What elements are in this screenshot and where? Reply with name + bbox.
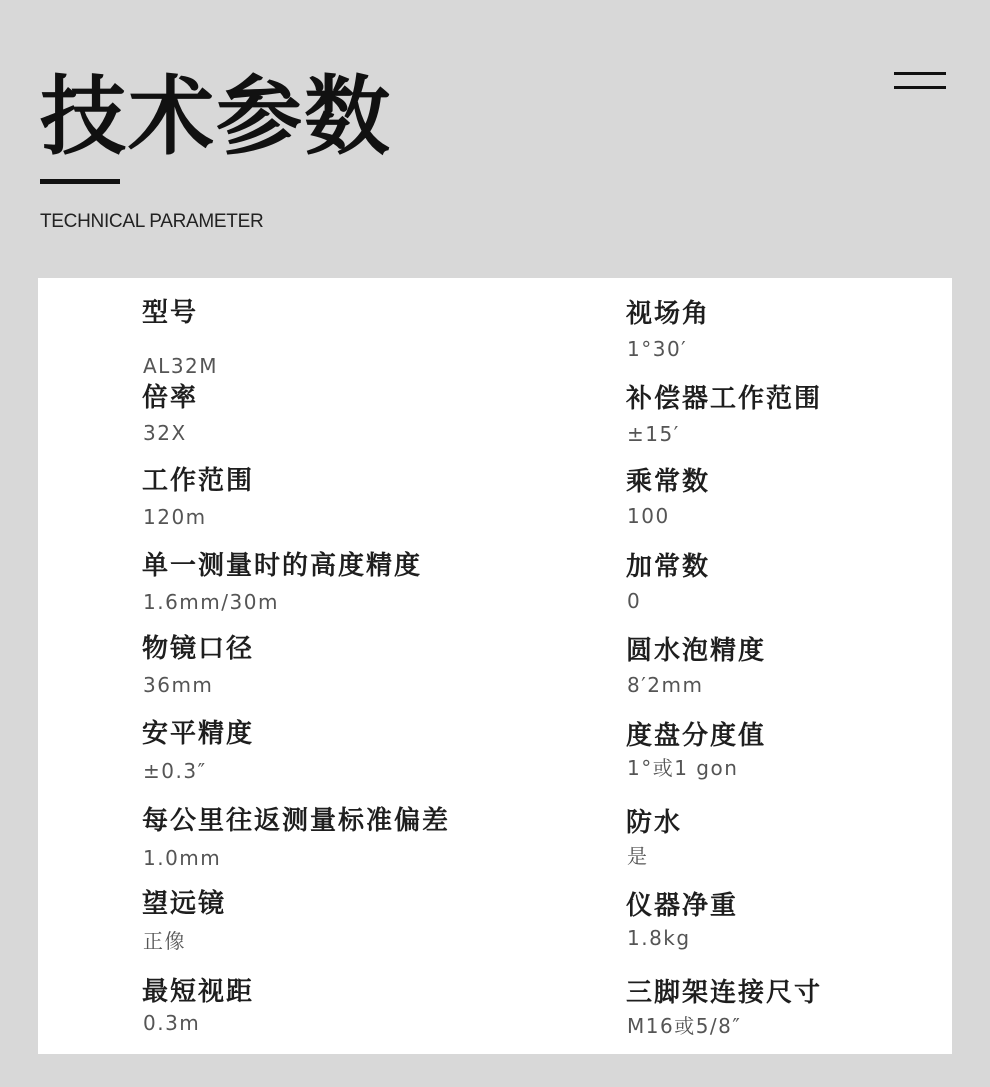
spec-value: 36mm: [143, 673, 214, 697]
spec-label: 每公里往返测量标准偏差: [142, 806, 451, 836]
spec-label: 物镜口径: [142, 634, 255, 664]
spec-panel: [38, 278, 952, 1054]
menu-icon-bar: [894, 86, 946, 89]
spec-label: 度盘分度值: [626, 721, 767, 751]
spec-value: 0: [627, 589, 642, 613]
spec-value: M16或5/8″: [627, 1014, 742, 1038]
spec-label: 视场角: [626, 299, 711, 329]
spec-value: 120m: [143, 505, 207, 529]
spec-label: 最短视距: [142, 977, 255, 1007]
spec-value: 100: [627, 504, 670, 528]
spec-value: 1°或1 gon: [627, 756, 739, 780]
title-underline: [40, 179, 120, 184]
spec-value: 32X: [143, 421, 187, 445]
spec-label: 倍率: [142, 383, 199, 413]
spec-value: AL32M: [143, 354, 219, 378]
spec-value: 1.0mm: [143, 846, 222, 870]
spec-value: 1.6mm/30m: [143, 590, 279, 614]
spec-value: 8′2mm: [627, 673, 704, 697]
page-title: 技术参数: [40, 67, 392, 167]
menu-icon[interactable]: [894, 72, 946, 90]
spec-value: ±15′: [627, 422, 680, 446]
spec-label: 工作范围: [142, 466, 255, 496]
spec-label: 望远镜: [142, 889, 227, 919]
spec-label: 乘常数: [626, 467, 711, 497]
spec-value: 1°30′: [627, 337, 688, 361]
spec-column-left: [142, 278, 562, 1054]
spec-value: ±0.3″: [143, 759, 207, 783]
spec-label: 三脚架连接尺寸: [626, 978, 823, 1008]
spec-value: 正像: [143, 929, 186, 953]
spec-label: 安平精度: [142, 719, 255, 749]
spec-column-right: [626, 278, 926, 1054]
spec-label: 单一测量时的高度精度: [142, 551, 423, 581]
spec-label: 型号: [142, 298, 199, 328]
spec-label: 圆水泡精度: [626, 636, 767, 666]
menu-icon-bar: [894, 72, 946, 75]
spec-value: 是: [627, 844, 649, 868]
spec-value: 0.3m: [143, 1011, 201, 1035]
spec-label: 仪器净重: [626, 891, 739, 921]
page-subtitle: TECHNICAL PARAMETER: [40, 211, 264, 232]
spec-label: 加常数: [626, 552, 711, 582]
spec-value: 1.8kg: [627, 926, 691, 950]
spec-label: 补偿器工作范围: [626, 384, 823, 414]
spec-label: 防水: [626, 808, 683, 838]
